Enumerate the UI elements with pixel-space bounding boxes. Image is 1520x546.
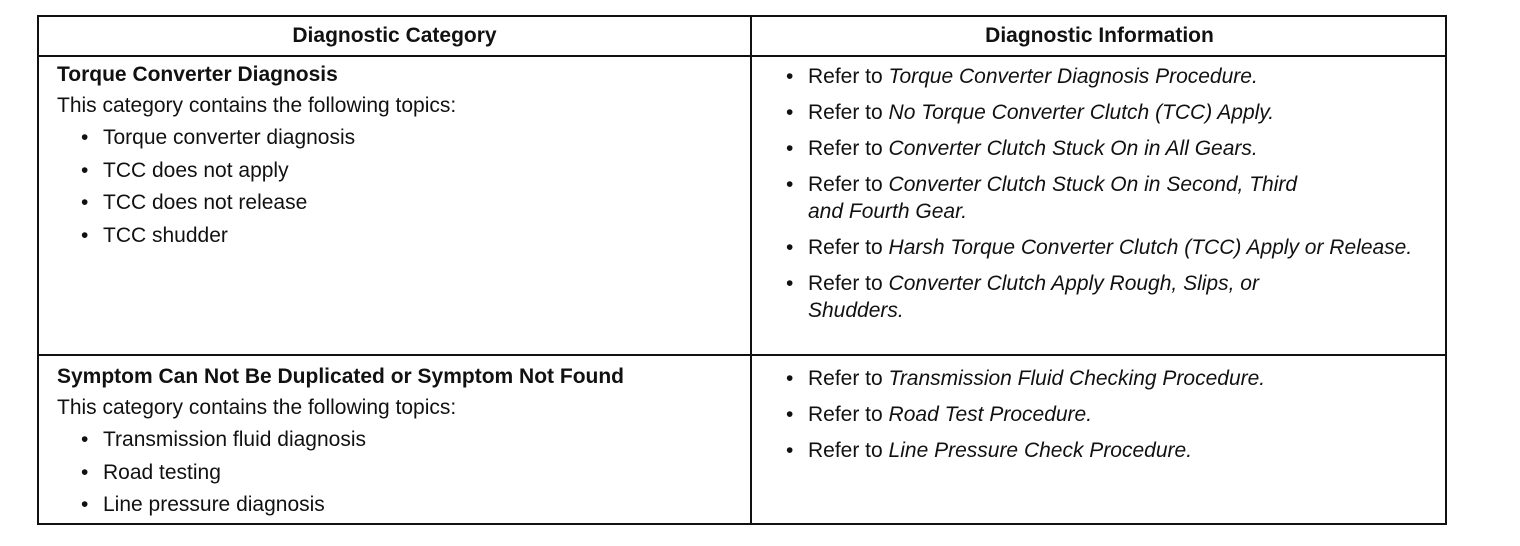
list-item	[780, 99, 1440, 126]
list-item	[780, 437, 1440, 464]
category-title: Torque Converter Diagnosis	[57, 63, 338, 86]
row-divider	[39, 354, 1445, 356]
bullet-icon: •	[786, 272, 794, 295]
bullet-icon: •	[786, 137, 794, 160]
reference-link[interactable]: Line Pressure Check Procedure.	[888, 439, 1193, 462]
refer-prefix: Refer to	[808, 173, 889, 196]
list-item	[79, 424, 747, 457]
refer-prefix: Refer to	[808, 137, 889, 160]
list-item	[79, 489, 747, 522]
list-item	[79, 457, 747, 490]
list-item	[780, 63, 1440, 90]
bullet-icon: •	[786, 367, 794, 390]
reference-link[interactable]: Converter Clutch Stuck On in All Gears.	[888, 137, 1258, 160]
topic-list	[57, 122, 747, 252]
topic-text: Road testing	[103, 460, 221, 484]
list-item	[79, 122, 747, 155]
category-intro: This category contains the following topics:	[57, 396, 457, 419]
table-row-1-information-cell	[780, 63, 1440, 333]
reference-link[interactable]: Torque Converter Diagnosis Procedure.	[888, 65, 1258, 88]
reference-link[interactable]: Harsh Torque Converter Clutch (TCC) Apply or Release.	[888, 236, 1413, 259]
refer-prefix: Refer to	[808, 439, 889, 462]
refer-prefix: Refer to	[808, 367, 889, 390]
bullet-icon: •	[786, 173, 794, 196]
header-diagnostic-category: Diagnostic Category	[292, 24, 497, 47]
bullet-icon: •	[786, 101, 794, 124]
reference-link[interactable]: Road Test Procedure.	[888, 403, 1093, 426]
refer-prefix: Refer to	[808, 101, 889, 124]
header-diagnostic-information: Diagnostic Information	[985, 24, 1214, 47]
refer-prefix: Refer to	[808, 236, 889, 259]
bullet-icon: •	[81, 460, 89, 484]
reference-link[interactable]: Transmission Fluid Checking Procedure.	[888, 367, 1266, 390]
reference-list	[780, 365, 1440, 464]
diagnostic-table	[37, 15, 1447, 525]
reference-link[interactable]: No Torque Converter Clutch (TCC) Apply.	[888, 101, 1275, 124]
bullet-icon: •	[81, 158, 89, 182]
column-divider	[750, 17, 752, 523]
table-header-row	[39, 17, 1445, 57]
table-row-2-category-cell	[57, 362, 747, 522]
bullet-icon: •	[81, 223, 89, 247]
bullet-icon: •	[786, 65, 794, 88]
bullet-icon: •	[81, 493, 89, 516]
list-item	[780, 171, 1440, 225]
topic-text: TCC does not apply	[103, 158, 289, 182]
list-item	[79, 220, 747, 253]
bullet-icon: •	[81, 428, 89, 451]
bullet-icon: •	[81, 126, 89, 149]
list-item	[780, 270, 1440, 324]
topic-list	[57, 424, 747, 522]
refer-prefix: Refer to	[808, 403, 889, 426]
refer-prefix: Refer to	[808, 65, 889, 88]
category-title: Symptom Can Not Be Duplicated or Symptom Not Found	[57, 365, 625, 388]
topic-text: TCC does not release	[103, 191, 308, 214]
bullet-icon: •	[786, 403, 794, 426]
list-item	[780, 234, 1440, 261]
topic-text: Transmission fluid diagnosis	[103, 428, 367, 451]
table-row-2-information-cell	[780, 365, 1440, 473]
reference-link[interactable]: Converter Clutch Apply Rough, Slips, or Shudders.	[808, 272, 1259, 322]
topic-text: Line pressure diagnosis	[103, 493, 325, 516]
list-item	[79, 187, 747, 220]
bullet-icon: •	[786, 236, 794, 259]
reference-list	[780, 63, 1440, 324]
list-item	[780, 135, 1440, 162]
refer-prefix: Refer to	[808, 272, 889, 295]
list-item	[79, 155, 747, 188]
list-item	[780, 401, 1440, 428]
table-row-1-category-cell	[57, 60, 747, 252]
reference-link[interactable]: Converter Clutch Stuck On in Second, Third and Fourth Gear.	[808, 173, 1298, 223]
topic-text: Torque converter diagnosis	[103, 126, 356, 149]
list-item	[780, 365, 1440, 392]
topic-text: TCC shudder	[103, 223, 228, 247]
bullet-icon: •	[786, 439, 794, 462]
category-intro: This category contains the following topics:	[57, 94, 457, 117]
bullet-icon: •	[81, 191, 89, 214]
